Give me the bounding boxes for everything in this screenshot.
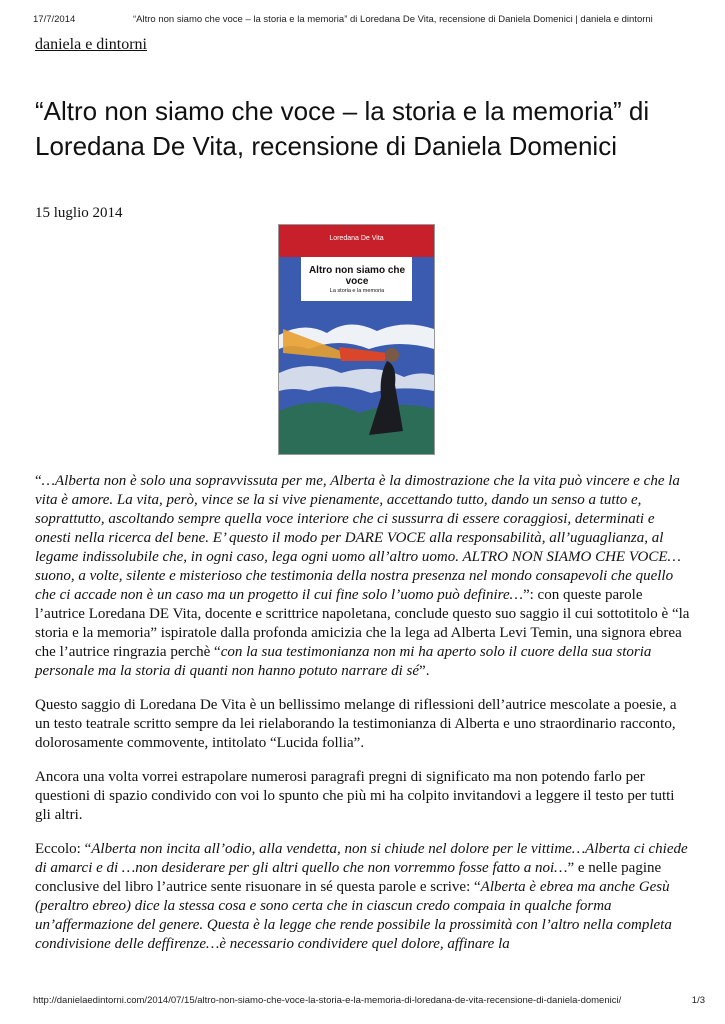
paragraph — [35, 840, 690, 954]
print-page-title: “Altro non siamo che voce – la storia e la memoria” di Loredana De Vita, recensione di Daniela Domenici | daniela e dintorni — [133, 14, 653, 25]
cover-figure-head — [385, 348, 399, 362]
post-date: 15 luglio 2014 — [35, 205, 123, 221]
print-date: 17/7/2014 — [33, 14, 76, 25]
quote-text: Alberta non incita all’odio, alla vendetta, non si chiude nel dolore per le vittime…Alberta ci chiede di amarci e di …non desiderare per gli altri quello che non vorremmo fosse fatto a noi… — [35, 841, 688, 876]
print-footer — [33, 995, 705, 1006]
paragraph — [35, 472, 690, 681]
paragraph-text: ”: con queste parole l’autrice Loredana DE Vita, docente e scrittrice napoletana, conclude questo suo saggio il cui sottotitolo è “la storia e la memoria” ispiratole dalla profonda amicizia che la lega ad Alberta Levi Temin, una signora ebrea che l’autrice ringrazia perchè “ — [35, 587, 690, 660]
print-url: http://danielaedintorni.com/2014/07/15/altro-non-siamo-che-voce-la-storia-e-la-memoria-di-loredana-de-vita-recensione-di-daniela-domenici/ — [33, 995, 622, 1006]
quote-text: …Alberta non è solo una sopravvissuta per me, Alberta è la dimostrazione che la vita può vincere e che la vita è amore. La vita, però, vince se la si vive pienamente, accettando tutto, dando un senso a tutto e, soprattutto, ascoltando sempre quella voce interiore che ci sussurra di essere coraggiosi, determinati e onesti nella ricerca del bene. E’ questo il modo per DARE VOCE alla responsabilità, all’uguaglianza, al legame indissolubile che, in ogni caso, lega ogni uomo all’altro uomo. ALTRO NON SIAMO CHE VOCE…suono, a volte, silente e misterioso che testimonia della nostra presenza nel mondo consapevoli che quello che ci accade non è un caso ma un progetto il cui fine solo l’uomo può definire… — [35, 473, 681, 603]
book-cover-image — [278, 224, 435, 455]
paragraph-text: ”. — [419, 663, 430, 679]
page-number: 1/3 — [691, 995, 705, 1006]
cover-title: Altro non siamo che voce — [308, 265, 406, 287]
site-title-link[interactable]: daniela e dintorni — [35, 36, 147, 53]
article-body — [35, 472, 690, 969]
book-cover-illustration — [279, 225, 434, 454]
cover-subtitle: La storia e la memoria — [329, 288, 385, 294]
paragraph-text: ” e nelle pagine conclusive del libro l’autrice sente risuonare in sé questa parole e scrive: “ — [35, 860, 662, 895]
post-title: “Altro non siamo che voce – la storia e la memoria” di Loredana De Vita, recensione di Daniela Domenici — [35, 96, 650, 161]
quote-text: Alberta è ebrea ma anche Gesù (peraltro ebreo) dice la stessa cosa e sono certa che in ciascun credo compaia in qualche forma un’affermazione del genere. Questa è la legge che rende possibile la prossimità con l’altro nella completa condivisione delle deffirenze…è necessario condividere quel dolore, affinare la — [35, 879, 672, 952]
paragraph: Questo saggio di Loredana De Vita è un bellissimo melange di riflessioni dell’autrice mescolate a poesie, a un testo teatrale scritto sempre da lei rielaborando la testimonianza di Alberta e uno straordinario racconto, dolorosamente commovente, intitolato “Lucida follia”. — [35, 697, 677, 751]
cover-author: Loredana De Vita — [329, 235, 384, 242]
quote-mark: “ — [35, 473, 42, 489]
paragraph: Ancora una volta vorrei estrapolare numerosi paragrafi pregni di significato ma non potendo farlo per questioni di spazio condivido con voi lo spunto che più mi ha colpito invitandovi a leggere il testo per tutti gli altri. — [35, 769, 675, 823]
paragraph-text: Eccolo: “ — [35, 841, 92, 857]
quote-text: con la sua testimonianza non mi ha aperto solo il cuore della sua storia personale ma la storia di quanti non hanno potuto narrare di sé — [35, 644, 652, 679]
